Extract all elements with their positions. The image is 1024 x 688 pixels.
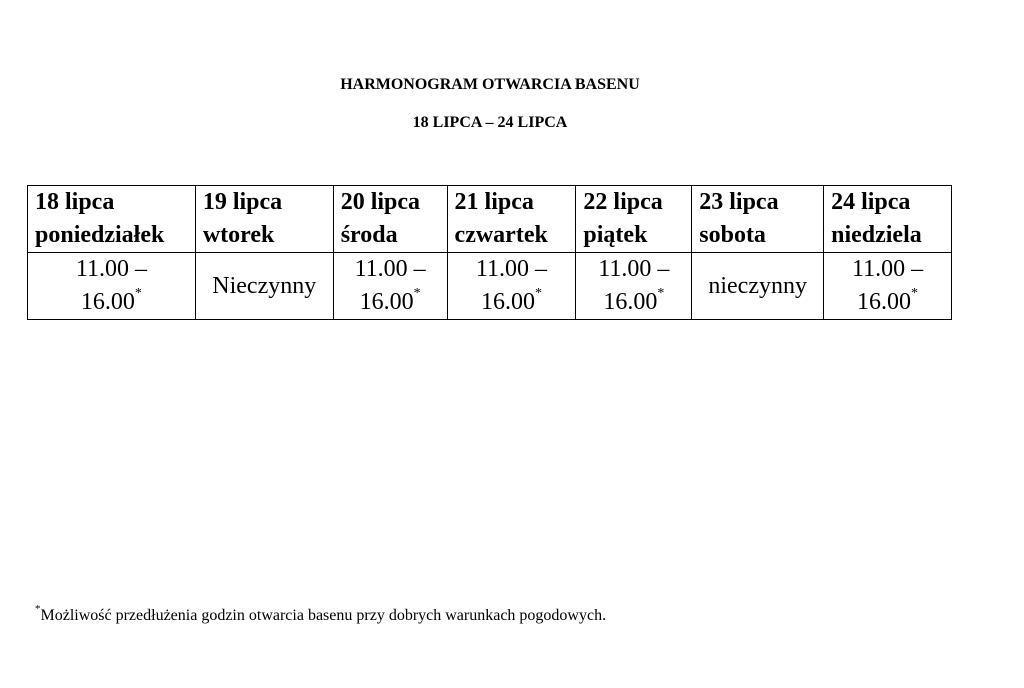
hours-end: 16.00 [359, 289, 414, 315]
hours-start: 11.00 – [598, 256, 670, 282]
hours-cell-21-lipca [447, 253, 576, 320]
hours-start: 11.00 – [851, 256, 924, 282]
header-date: 18 lipca [35, 189, 115, 215]
footnote-marker: * [657, 286, 665, 301]
date-range-subtitle: 18 LIPCA – 24 LIPCA [412, 114, 568, 131]
hours-start: 11.00 – [75, 256, 147, 282]
hours-start: 11.00 – [354, 256, 426, 282]
header-cell-21-lipca [447, 186, 576, 253]
document-title: HARMONOGRAM OTWARCIA BASENU [340, 76, 640, 93]
header-date: 23 lipca [699, 189, 779, 215]
hours-end: 16.00 [480, 289, 535, 315]
header-day: piątek [583, 222, 648, 248]
header-row [28, 186, 952, 253]
header-cell-20-lipca [333, 186, 447, 253]
closed-label: nieczynny [708, 272, 807, 299]
header-day: sobota [699, 222, 766, 248]
hours-cell-23-lipca [692, 253, 824, 320]
hours-start: 11.00 – [475, 256, 548, 282]
hours-cell-19-lipca [195, 253, 333, 320]
hours-cell-20-lipca [333, 253, 447, 320]
footnote-marker: * [413, 286, 421, 301]
header-date: 20 lipca [340, 189, 421, 215]
hours-row [28, 253, 952, 320]
closed-label: Nieczynny [212, 272, 317, 299]
hours-end: 16.00 [80, 289, 135, 315]
footnote-marker: * [911, 286, 919, 301]
header-date: 21 lipca [454, 189, 534, 215]
header-day: środa [340, 222, 398, 248]
hours-end: 16.00 [603, 289, 658, 315]
header-day: poniedziałek [35, 222, 165, 248]
header-cell-18-lipca [28, 186, 196, 253]
header-cell-24-lipca [824, 186, 952, 253]
header-day: niedziela [831, 222, 922, 248]
footnote [35, 602, 607, 626]
header-day: wtorek [202, 222, 275, 248]
header-date: 19 lipca [202, 189, 283, 215]
header-cell-19-lipca [195, 186, 333, 253]
hours-cell-22-lipca [576, 253, 692, 320]
header-cell-23-lipca [692, 186, 824, 253]
hours-end: 16.00 [857, 289, 912, 315]
hours-cell-18-lipca [28, 253, 196, 320]
hours-cell-24-lipca [824, 253, 952, 320]
footnote-marker: * [134, 286, 142, 301]
footnote-text: Możliwość przedłużenia godzin otwarcia basenu przy dobrych warunkach pogodowych. [40, 607, 607, 624]
header-date: 22 lipca [583, 189, 663, 215]
schedule-table [27, 185, 952, 320]
header-cell-22-lipca [576, 186, 692, 253]
footnote-marker: * [35, 602, 41, 615]
header-date: 24 lipca [831, 189, 911, 215]
footnote-marker: * [534, 286, 542, 301]
header-day: czwartek [454, 222, 548, 248]
